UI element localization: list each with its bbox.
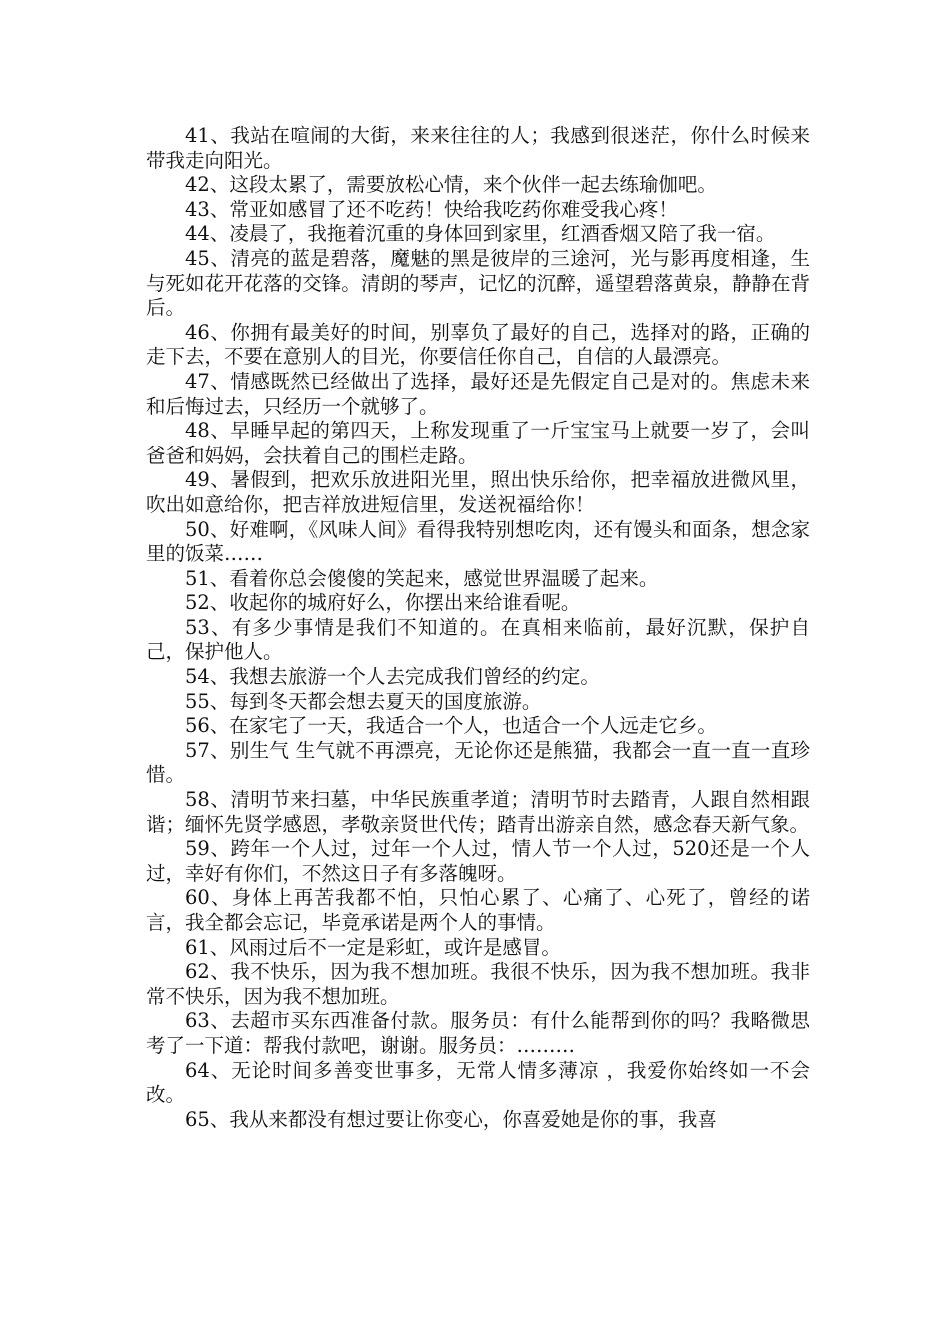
paragraph-55: 55、每到冬天都会想去夏天的国度旅游。 — [185, 689, 542, 713]
paragraph-48: 48、早睡早起的第四天，上称发现重了一斤宝宝马上就要一岁了，会叫爸爸和妈妈，会扶着自己的围栏走路。 — [146, 419, 810, 467]
paragraph-45: 45、清亮的蓝是碧落，魔魅的黑是彼岸的三途河，光与影再度相逢，生与死如花开花落的交锋。清朗的琴声，记忆的沉醉，遥望碧落黄泉，静静在背后。 — [146, 246, 810, 320]
paragraph-51: 51、看着你总会傻傻的笑起来，感觉世界温暖了起来。 — [185, 566, 659, 590]
paragraph-65: 65、我从来都没有想过要让你变心，你喜爱她是你的事，我喜 — [185, 1107, 717, 1131]
paragraph-64: 64、无论时间多善变世事多，无常人情多薄凉 ，我爱你始终如一不会改。 — [146, 1058, 810, 1107]
paragraph-60: 60、身体上再苦我都不怕，只怕心累了、心痛了、心死了，曾经的诺言，我全都会忘记，毕竟承诺是两个人的事情。 — [146, 886, 810, 934]
paragraph-52: 52、收起你的城府好么，你摆出来给谁看呢。 — [185, 591, 581, 615]
paragraph-63: 63、去超市买东西准备付款。服务员：有什么能帮到你的吗？我略微思考了一下道：帮我付款吧，谢谢。服务员：……… — [146, 1009, 810, 1057]
paragraph-43: 43、常亚如感冒了还不吃药！快给我吃药你难受我心疼！ — [185, 197, 678, 221]
paragraph-56: 56、在家宅了一天，我适合一个人，也适合一个人远走它乡。 — [185, 714, 717, 738]
paragraph-59: 59、跨年一个人过，过年一个人过，情人节一个人过，520还是一个人过，幸好有你们，不然这日子有多落魄呀。 — [146, 837, 810, 885]
paragraph-44: 44、凌晨了，我拖着沉重的身体回到家里，红酒香烟又陪了我一宿。 — [185, 222, 776, 246]
paragraph-46: 46、你拥有最美好的时间，别辜负了最好的自己，选择对的路，正确的走下去，不要在意别人的目光，你要信任你自己，自信的人最漂亮。 — [146, 320, 810, 369]
paragraph-58: 58、清明节来扫墓，中华民族重孝道；清明节时去踏青，人跟自然相跟谐；缅怀先贤学感恩，孝敬亲贤世代传；踏青出游亲自然，感念春天新气象。 — [146, 788, 810, 836]
paragraph-61: 61、风雨过后不一定是彩虹，或许是感冒。 — [185, 935, 561, 959]
paragraph-49: 49、暑假到，把欢乐放进阳光里，照出快乐给你，把幸福放进微风里，吹出如意给你，把吉祥放进短信里，发送祝福给你！ — [146, 468, 810, 516]
paragraph-47: 47、情感既然已经做出了选择，最好还是先假定自己是对的。焦虑未来和后悔过去，只经历一个就够了。 — [146, 369, 810, 418]
paragraph-62: 62、我不快乐，因为我不想加班。我很不快乐，因为我不想加班。我非常不快乐，因为我不想加班。 — [146, 960, 810, 1008]
paragraph-42: 42、这段太累了，需要放松心情，来个伙伴一起去练瑜伽吧。 — [185, 173, 717, 197]
paragraph-41: 41、我站在喧闹的大街，来来往往的人；我感到很迷茫，你什么时候来带我走向阳光。 — [146, 124, 810, 172]
paragraph-54: 54、我想去旅游一个人去完成我们曾经的约定。 — [185, 665, 600, 689]
paragraph-50: 50、好难啊，《风味人间》看得我特别想吃肉，还有馒头和面条，想念家里的饭菜…… — [146, 517, 810, 566]
document-body — [146, 124, 810, 1132]
paragraph-53: 53、有多少事情是我们不知道的。在真相来临前，最好沉默，保护自己，保护他人。 — [146, 615, 810, 664]
paragraph-57: 57、别生气 生气就不再漂亮，无论你还是熊猫，我都会一直一直一直珍惜。 — [146, 738, 810, 787]
